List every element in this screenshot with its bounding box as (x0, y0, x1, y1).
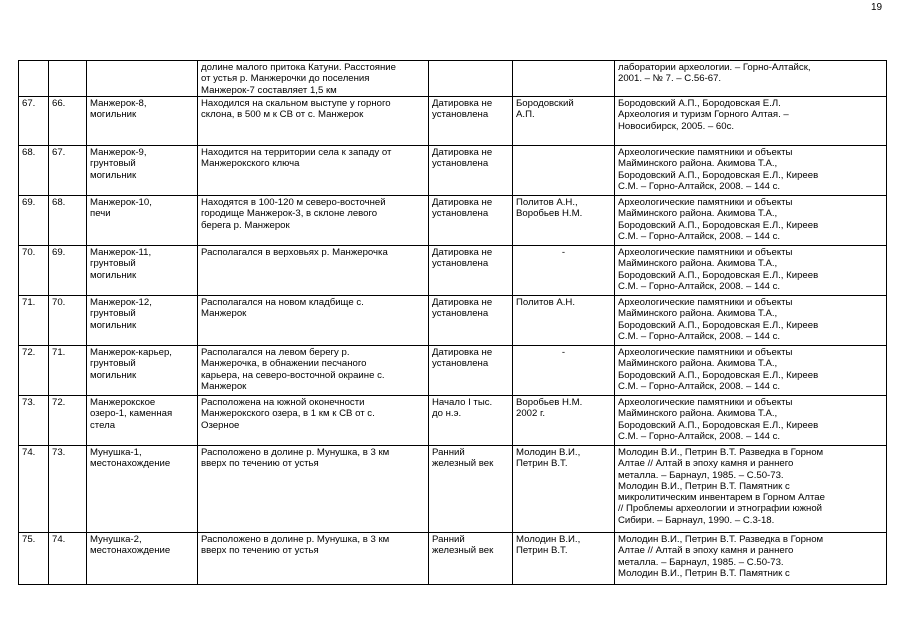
table-row (19, 196, 887, 246)
object-location: Располагался на новом кладбище с. Манжерок (198, 296, 429, 346)
row-number: 75. (19, 533, 49, 585)
table-row (19, 533, 887, 585)
object-location: Располагался на левом берегу р. Манжерочка, в обнажении песчаного карьера, на северо-восточной окраине с. Манжерок (198, 346, 429, 396)
row-number: 73. (19, 396, 49, 446)
object-dating: Датировка не установлена (429, 97, 513, 146)
object-name: Манжерок-8, могильник (87, 97, 198, 146)
object-name: Манжерок-карьер, грунтовый могильник (87, 346, 198, 396)
object-name: Манжерок-9, грунтовый могильник (87, 146, 198, 196)
object-source: Бородовский А.П., Бородовская Е.Л. Археология и туризм Горного Алтая. – Новосибирск, 2005. – 60с. (615, 97, 887, 146)
object-researcher: - (513, 246, 615, 296)
object-location: Располагался в верховьях р. Манжерочка (198, 246, 429, 296)
object-researcher: Политов А.Н. (513, 296, 615, 346)
object-dating: Датировка не установлена (429, 346, 513, 396)
table-row (19, 97, 887, 146)
object-source: Археологические памятники и объекты Майминского района. Акимова Т.А., Бородовский А.П., Бородовская Е.Л., Киреев С.М. – Горно-Алтайск, 2008. – 144 с. (615, 346, 887, 396)
object-researcher (513, 61, 615, 97)
object-dating: Ранний железный век (429, 533, 513, 585)
object-source: Археологические памятники и объекты Майминского района. Акимова Т.А., Бородовский А.П., Бородовская Е.Л., Киреев С.М. – Горно-Алтайск, 2008. – 144 с. (615, 146, 887, 196)
object-location: долине малого притока Катуни. Расстояние от устья р. Манжерочки до поселения Манжерок-7 составляет 1,5 км (198, 61, 429, 97)
object-location: Расположено в долине р. Мунушка, в 3 км вверх по течению от устья (198, 446, 429, 533)
row-number: 70. (19, 246, 49, 296)
object-name: Манжерок-11, грунтовый могильник (87, 246, 198, 296)
object-dating: Начало I тыс. до н.э. (429, 396, 513, 446)
object-dating: Ранний железный век (429, 446, 513, 533)
object-source: Археологические памятники и объекты Майминского района. Акимова Т.А., Бородовский А.П., Бородовская Е.Л., Киреев С.М. – Горно-Алтайск, 2008. – 144 с. (615, 396, 887, 446)
object-number: 68. (49, 196, 87, 246)
row-number: 72. (19, 346, 49, 396)
object-number: 73. (49, 446, 87, 533)
object-name (87, 61, 198, 97)
object-number: 72. (49, 396, 87, 446)
monuments-table (18, 60, 887, 585)
table-row (19, 396, 887, 446)
object-researcher: - (513, 346, 615, 396)
object-number: 70. (49, 296, 87, 346)
object-location: Расположено в долине р. Мунушка, в 3 км вверх по течению от устья (198, 533, 429, 585)
table-row (19, 446, 887, 533)
object-source: Археологические памятники и объекты Майминского района. Акимова Т.А., Бородовский А.П., Бородовская Е.Л., Киреев С.М. – Горно-Алтайск, 2008. – 144 с. (615, 196, 887, 246)
row-number (19, 61, 49, 97)
row-number: 69. (19, 196, 49, 246)
row-number: 74. (19, 446, 49, 533)
object-source: Археологические памятники и объекты Майминского района. Акимова Т.А., Бородовский А.П., Бородовская Е.Л., Киреев С.М. – Горно-Алтайск, 2008. – 144 с. (615, 296, 887, 346)
object-number (49, 61, 87, 97)
object-location: Находятся в 100-120 м северо-восточней городище Манжерок-3, в склоне левого берега р. Манжерок (198, 196, 429, 246)
object-name: Мунушка-1, местонахождение (87, 446, 198, 533)
table-row (19, 146, 887, 196)
row-number: 68. (19, 146, 49, 196)
table-row (19, 61, 887, 97)
page-number: 19 (871, 2, 883, 13)
object-number: 74. (49, 533, 87, 585)
object-number: 69. (49, 246, 87, 296)
object-dating: Датировка не установлена (429, 246, 513, 296)
object-dating: Датировка не установлена (429, 296, 513, 346)
object-location: Находился на скальном выступе у горного склона, в 500 м к СВ от с. Манжерок (198, 97, 429, 146)
object-number: 66. (49, 97, 87, 146)
table-row (19, 246, 887, 296)
object-researcher: Воробьев Н.М. 2002 г. (513, 396, 615, 446)
object-source: Молодин В.И., Петрин В.Т. Разведка в Горном Алтае // Алтай в эпоху камня и раннего металла. – Барнаул, 1985. – С.50-73. Молодин В.И., Петрин В.Т. Памятник с микролитическим инвентарем в Горном Алтае // Проблемы археологии и этнографии южной Сибири. – Барнаул, 1990. – С.3-18. (615, 446, 887, 533)
object-name: Манжерок-10, печи (87, 196, 198, 246)
object-number: 71. (49, 346, 87, 396)
object-source: лаборатории археологии. – Горно-Алтайск, 2001. – № 7. – С.56-67. (615, 61, 887, 97)
row-number: 67. (19, 97, 49, 146)
object-source: Молодин В.И., Петрин В.Т. Разведка в Горном Алтае // Алтай в эпоху камня и раннего металла. – Барнаул, 1985. – С.50-73. Молодин В.И., Петрин В.Т. Памятник с (615, 533, 887, 585)
row-number: 71. (19, 296, 49, 346)
object-researcher: Бородовский А.П. (513, 97, 615, 146)
object-name: Мунушка-2, местонахождение (87, 533, 198, 585)
object-number: 67. (49, 146, 87, 196)
object-location: Находится на территории села к западу от Манжерокского ключа (198, 146, 429, 196)
object-name: Манжерок-12, грунтовый могильник (87, 296, 198, 346)
object-name: Манжерокское озеро-1, каменная стела (87, 396, 198, 446)
table-row (19, 346, 887, 396)
object-researcher: Политов А.Н., Воробьев Н.М. (513, 196, 615, 246)
object-source: Археологические памятники и объекты Майминского района. Акимова Т.А., Бородовский А.П., Бородовская Е.Л., Киреев С.М. – Горно-Алтайск, 2008. – 144 с. (615, 246, 887, 296)
table-row (19, 296, 887, 346)
object-dating: Датировка не установлена (429, 146, 513, 196)
object-researcher: Молодин В.И., Петрин В.Т. (513, 533, 615, 585)
object-location: Расположена на южной оконечности Манжерокского озера, в 1 км к СВ от с. Озерное (198, 396, 429, 446)
object-researcher (513, 146, 615, 196)
object-researcher: Молодин В.И., Петрин В.Т. (513, 446, 615, 533)
object-dating (429, 61, 513, 97)
object-dating: Датировка не установлена (429, 196, 513, 246)
